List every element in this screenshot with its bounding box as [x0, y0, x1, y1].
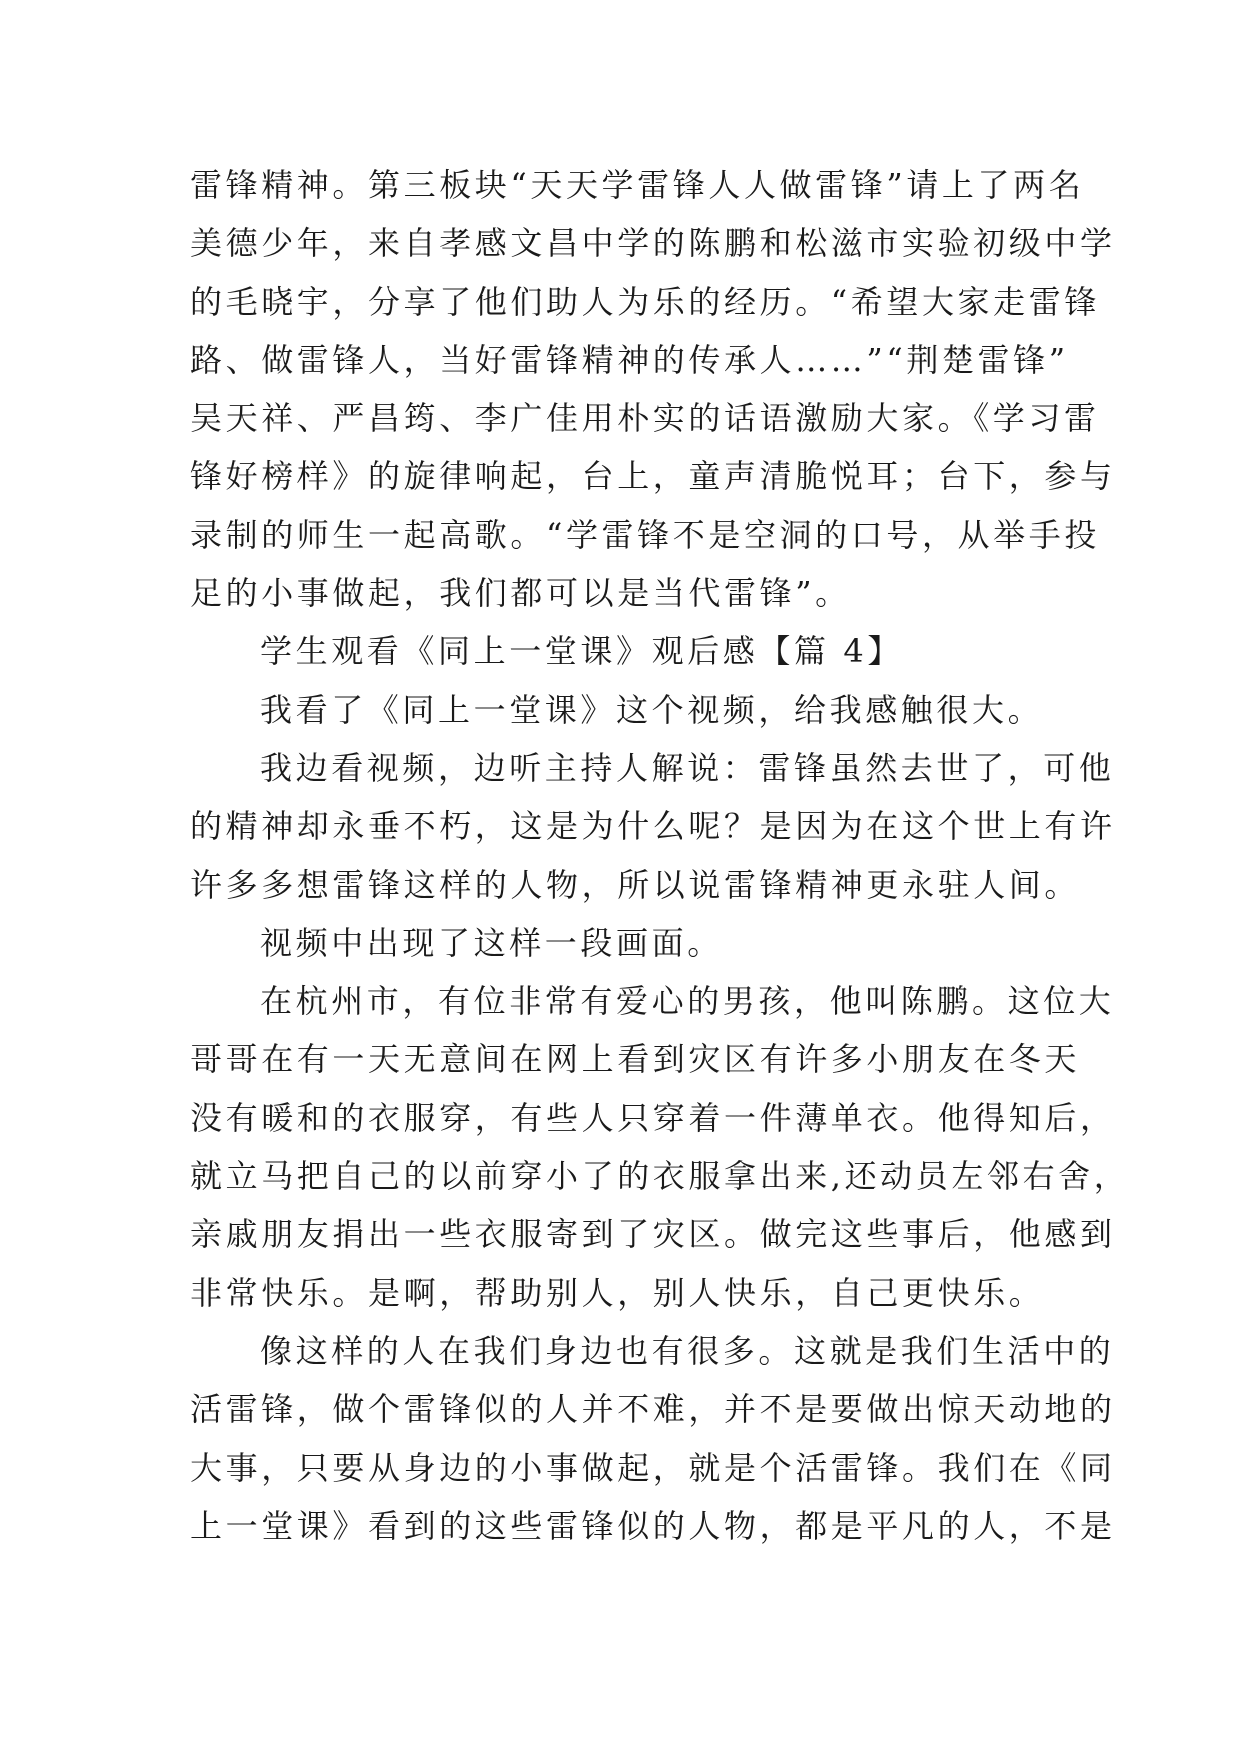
text-line: 亲戚朋友捐出一些衣服寄到了灾区。做完这些事后，他感到 — [190, 1215, 1116, 1254]
text-line: 活雷锋，做个雷锋似的人并不难，并不是要做出惊天动地的 — [190, 1390, 1116, 1429]
text-line: 许多多想雷锋这样的人物，所以说雷锋精神更永驻人间。 — [190, 865, 1081, 904]
paragraph-start: 我看了《同上一堂课》这个视频，给我感触很大。 — [260, 690, 1044, 729]
paragraph-start: 在杭州市，有位非常有爱心的男孩，他叫陈鹏。这位大 — [260, 982, 1115, 1021]
paragraph-start: 像这样的人在我们身边也有很多。这就是我们生活中的 — [260, 1331, 1115, 1370]
text-line: 锋好榜样》的旋律响起，台上，童声清脆悦耳；台下，参与 — [190, 457, 1116, 496]
text-line: 就立马把自己的以前穿小了的衣服拿出来,还动员左邻右舍， — [190, 1157, 1130, 1196]
text-line: 吴天祥、严昌筠、李广佳用朴实的话语激励大家。《学习雷 — [190, 399, 1100, 438]
text-line: 的毛晓宇，分享了他们助人为乐的经历。“希望大家走雷锋 — [190, 282, 1100, 321]
text-line: 路、做雷锋人，当好雷锋精神的传承人……”“荆楚雷锋” — [190, 340, 1069, 379]
text-line: 的精神却永垂不朽，这是为什么呢？是因为在这个世上有许 — [190, 807, 1116, 846]
text-line: 大事，只要从身边的小事做起，就是个活雷锋。我们在《同 — [190, 1448, 1116, 1487]
paragraph-start: 视频中出现了这样一段画面。 — [260, 923, 723, 962]
text-line: 哥哥在有一天无意间在网上看到灾区有许多小朋友在冬天 — [190, 1040, 1081, 1079]
text-line: 上一堂课》看到的这些雷锋似的人物，都是平凡的人，不是 — [190, 1506, 1116, 1545]
text-line: 雷锋精神。第三板块“天天学雷锋人人做雷锋”请上了两名 — [190, 166, 1085, 204]
text-line: 美德少年，来自孝感文昌中学的陈鹏和松滋市实验初级中学 — [190, 224, 1116, 263]
body-text — [190, 156, 1130, 1555]
text-line: 非常快乐。是啊，帮助别人，别人快乐，自己更快乐。 — [190, 1273, 1045, 1312]
text-line: 足的小事做起，我们都可以是当代雷锋”。 — [190, 574, 851, 613]
section-heading: 学生观看《同上一堂课》观后感【篇 4】 — [260, 632, 903, 671]
text-line: 录制的师生一起高歌。“学雷锋不是空洞的口号，从举手投 — [190, 515, 1100, 554]
paragraph-start: 我边看视频，边听主持人解说：雷锋虽然去世了，可他 — [260, 748, 1115, 787]
text-line: 没有暖和的衣服穿，有些人只穿着一件薄单衣。他得知后， — [190, 1098, 1116, 1137]
